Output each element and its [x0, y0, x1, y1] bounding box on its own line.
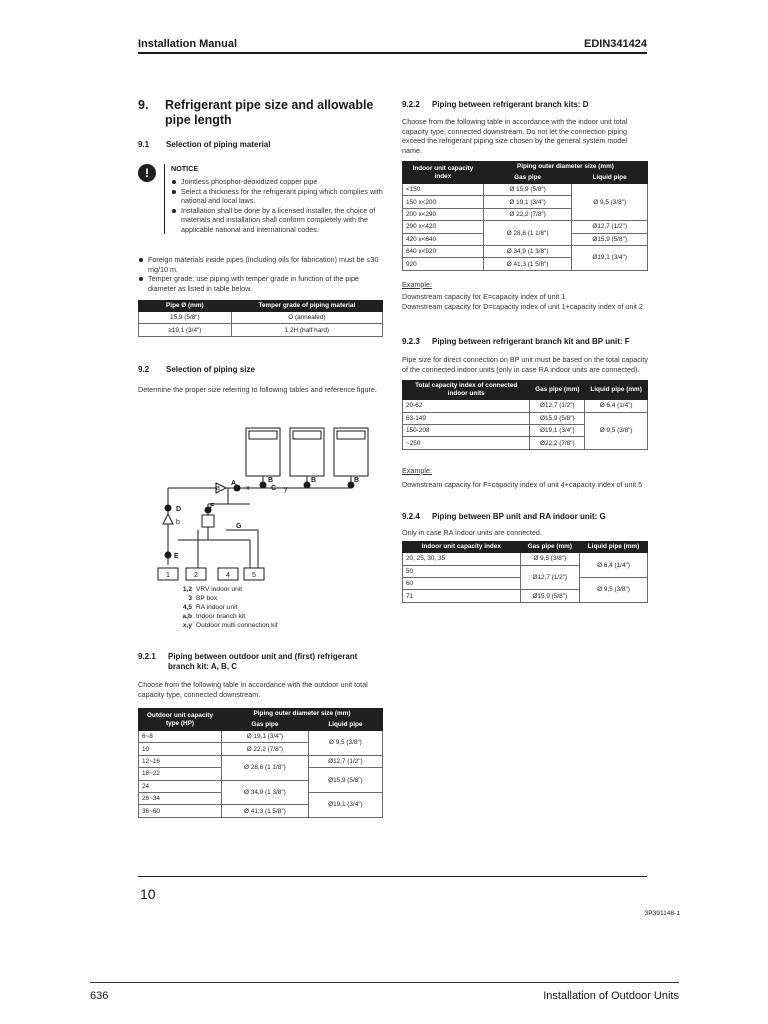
legend-key: 3	[188, 595, 192, 602]
table-row	[139, 324, 383, 336]
table-cell: Ø 19,1 (3/4")	[483, 196, 572, 208]
bp-box	[202, 515, 214, 527]
manual-title: Installation Manual	[138, 38, 238, 50]
table-cell: 10	[139, 743, 222, 755]
table-cell: Ø 6,4 (1/4")	[580, 553, 648, 578]
temper-grade-table	[138, 300, 383, 337]
section-heading	[138, 98, 383, 128]
table-cell: Ø19,1 (3/4")	[308, 792, 382, 817]
table-header: Outdoor unit capacity type (HP)	[139, 709, 222, 731]
label-F: F	[210, 503, 215, 510]
paragraph: Pipe size for direct connection on BP unit must be based on the total capacity of the connected indoor units (only in case RA indoor units are connected).	[402, 355, 648, 374]
table-cell: Ø 22,2 (7/8")	[483, 208, 572, 220]
table-header: Liquid pipe (mm)	[580, 542, 648, 553]
label-a: a	[216, 485, 220, 492]
table-header: Gas pipe (mm)	[520, 542, 579, 553]
table-header: Gas pipe (mm)	[530, 381, 585, 400]
table-cell: 290 x<420	[403, 221, 484, 233]
subsection-title: Piping between outdoor unit and (first) refrigerant branch kit: A, B, C	[168, 652, 358, 671]
figure-legend	[172, 585, 278, 630]
legend-item	[172, 612, 278, 621]
table-cell: Ø 9,5 (3/8")	[580, 578, 648, 603]
table-cell: 6~8	[139, 731, 222, 743]
notice-block	[138, 164, 383, 234]
table-cell: Ø19,1 (3/4")	[530, 425, 585, 437]
table-row	[403, 245, 648, 257]
outer-footer-rule	[90, 982, 679, 983]
table-header: Pipe Ø (mm)	[139, 301, 232, 312]
subsection-9-2-1	[138, 652, 383, 818]
table-row	[139, 312, 383, 324]
label-y: y	[284, 486, 288, 493]
legend-value: VRV indoor unit	[196, 586, 243, 593]
subsection-number: 9.1	[138, 140, 150, 149]
section-title: Refrigerant pipe size and allowable pipe length	[165, 98, 374, 127]
table-cell: Ø 9,5 (3/8")	[572, 184, 648, 221]
table-cell: Ø 34,9 (1 3/8")	[483, 245, 572, 257]
legend-item	[172, 594, 278, 603]
legend-item	[172, 585, 278, 594]
subsection-number: 9.2.1	[138, 652, 156, 661]
list-item: Jointless phosphor-deoxidized copper pipe	[171, 177, 383, 187]
table-header: Liquid pipe	[308, 720, 382, 731]
notice-list	[171, 177, 383, 234]
table-cell: 24	[139, 780, 222, 792]
legend-value: BP box	[196, 595, 218, 602]
table-header: Piping outer diameter size (mm)	[221, 709, 382, 720]
document-code: EDIN341424	[584, 38, 647, 50]
table-cell: Ø 22,2 (7/8")	[221, 743, 308, 755]
list-item: Select a thickness for the refrigerant piping which complies with national and local laws.	[171, 187, 383, 206]
paragraph: Choose from the following table in accordance with the outdoor unit total capacity type, connected downstream.	[138, 680, 368, 699]
table-row	[139, 755, 383, 767]
unit-label-2: 2	[194, 572, 198, 579]
table-cell: Ø 9,5 (3/8")	[585, 412, 648, 449]
subsection-heading-9-2-1	[138, 652, 383, 672]
subsection-heading-9-2-4	[402, 512, 648, 522]
subsection-title: Piping between BP unit and RA indoor unit: G	[432, 511, 606, 521]
table-cell: 20, 25, 30, 35	[403, 553, 521, 565]
table-cell: 420 x<640	[403, 233, 484, 245]
table-row	[403, 553, 648, 565]
notice-box	[164, 164, 383, 234]
legend-value: Outdoor multi connection kit	[196, 622, 278, 629]
outer-page-title: Installation of Outdoor Units	[543, 990, 679, 1002]
indoor-unit-2	[290, 428, 324, 476]
label-B-2: B	[311, 477, 317, 484]
table-cell: 60	[403, 578, 521, 590]
label-D: D	[176, 506, 182, 513]
table-cell: Ø 34,9 (1 3/8")	[221, 780, 308, 805]
ra-unit-piping-table	[402, 541, 648, 603]
paragraph: Only in case RA indoor units are connected.	[402, 527, 542, 537]
table-cell: 71	[403, 590, 521, 602]
legend-key: x,y	[182, 622, 192, 629]
table-cell: 63-149	[403, 412, 530, 424]
outdoor-piping-table	[138, 708, 383, 818]
label-G: G	[236, 523, 242, 530]
table-header: Temper grade of piping material	[231, 301, 382, 312]
table-cell: Ø 19,1 (3/4")	[221, 731, 308, 743]
legend-item	[172, 621, 278, 630]
example-label: Example:	[402, 465, 432, 475]
table-cell: Ø22,2 (7/8")	[530, 437, 585, 449]
legend-item	[172, 603, 278, 612]
table-header: Indoor unit capacity index	[403, 162, 484, 184]
subsection-heading-9-2-3	[402, 337, 648, 347]
table-row	[403, 412, 648, 424]
legend-key: 1,2	[182, 586, 192, 593]
table-row	[403, 184, 648, 196]
table-cell: 200 x<290	[403, 208, 484, 220]
footer-rule	[138, 876, 647, 877]
header-rule	[138, 52, 647, 54]
subsection-number: 9.2.2	[402, 100, 420, 109]
table-cell: Ø 9,5 (3/8")	[308, 731, 382, 756]
table-header: Liquid pipe	[572, 173, 648, 184]
section-number: 9.	[138, 98, 149, 112]
table-cell: Ø15,9 (5/8")	[520, 590, 579, 602]
paragraph: Downstream capacity for F=capacity index of unit 4+capacity index of unit 5	[402, 480, 643, 490]
label-B-1: B	[268, 477, 274, 484]
table-cell: Ø12,7 (1/2")	[530, 400, 585, 412]
label-C: C	[271, 485, 277, 492]
example-label: Example:	[402, 279, 432, 289]
table-cell: Ø 28,6 (1 1/8")	[483, 221, 572, 246]
list-item: Installation shall be done by a licensed installer, the choice of materials and installation shall conform completely with the applicable national and international codes.	[171, 206, 383, 235]
table-cell: 15,9 (5/8")	[139, 312, 232, 324]
label-B-3: B	[354, 477, 360, 484]
paragraph: Downstream capacity for D=capacity index of unit 1+capacity index of unit 2	[402, 301, 643, 311]
table-row	[139, 731, 383, 743]
unit-label-4: 4	[226, 572, 230, 579]
piping-reference-figure	[138, 420, 383, 585]
table-cell: ≥19,1 (3/4")	[139, 324, 232, 336]
table-cell: Ø12,7 (1/2")	[308, 755, 382, 767]
label-E: E	[174, 553, 179, 560]
indoor-unit-3	[334, 428, 368, 476]
requirements-list	[138, 255, 383, 293]
page-number: 10	[140, 886, 156, 902]
subsection-heading-9-2-2	[402, 100, 648, 110]
label-b: b	[176, 519, 180, 526]
table-cell: Ø 41,3 (1 5/8")	[483, 258, 572, 270]
label-A: A	[231, 480, 237, 487]
left-column	[138, 98, 383, 394]
warning-icon: !	[138, 164, 156, 182]
table-row	[403, 221, 648, 233]
table-header: Total capacity index of connected indoor units	[403, 381, 530, 400]
table-cell: 12~16	[139, 755, 222, 767]
table-cell: Ø15,9 (5/8")	[308, 768, 382, 793]
notice-icon-wrap	[138, 164, 164, 234]
table-header: Piping outer diameter size (mm)	[483, 162, 647, 173]
table-cell: Ø 41,3 (1 5/8")	[221, 805, 308, 817]
indoor-unit-1	[246, 428, 280, 476]
paragraph: Downstream capacity for E=capacity index of unit 1	[402, 292, 566, 302]
subsection-heading-9-1	[138, 140, 383, 150]
table-cell: Ø 15,9 (5/8")	[483, 184, 572, 196]
list-item: Foreign materials inside pipes (including oils for fabrication) must be ≤30 mg/10 m.	[138, 255, 383, 274]
table-cell: 920	[403, 258, 484, 270]
subsection-title: Piping between refrigerant branch kit and BP unit: F	[432, 337, 630, 347]
list-item: Temper grade: use piping with temper grade in function of the pipe diameter as listed in table below.	[138, 274, 383, 293]
subsection-number: 9.2.3	[402, 337, 420, 347]
table-cell: 50	[403, 565, 521, 577]
table-header: Indoor unit capacity index	[403, 542, 521, 553]
table-cell: Ø15,9 (5/8")	[530, 412, 585, 424]
doc-reference: 3P391148-1	[644, 910, 680, 917]
subsection-title: Piping between refrigerant branch kits: D	[432, 100, 589, 109]
table-cell: 36~60	[139, 805, 222, 817]
outer-page-number: 636	[90, 990, 109, 1002]
paragraph: Determine the proper size referring to following tables and reference figure.	[138, 384, 377, 394]
table-header: Gas pipe	[483, 173, 572, 184]
table-header: Gas pipe	[221, 720, 308, 731]
paragraph: Choose from the following table in accordance with the indoor unit total capacity type, connected downstream. Do not let the connection piping exceed the refrigerant piping size chosen by the general system model name.	[402, 117, 628, 155]
table-cell: 20-62	[403, 400, 530, 412]
branch-kit-piping-table	[402, 161, 648, 271]
subsection-title: Selection of piping size	[166, 364, 255, 374]
table-cell: Ø 9,5 (3/8")	[520, 553, 579, 565]
table-cell: 640 x<920	[403, 245, 484, 257]
table-cell: 18~22	[139, 768, 222, 780]
legend-key: a,b	[182, 613, 192, 620]
unit-label-1: 1	[166, 572, 170, 579]
table-cell: <150	[403, 184, 484, 196]
table-cell: Ø 28,6 (1 1/8")	[221, 755, 308, 780]
label-x: x	[246, 485, 250, 492]
legend-key: 4,5	[182, 604, 192, 611]
table-cell: Ø15,9 (5/8")	[572, 233, 648, 245]
notice-label: NOTICE	[171, 164, 199, 173]
table-cell: ~250	[403, 437, 530, 449]
table-cell: Ø12,7 (1/2")	[572, 221, 648, 233]
table-cell: 1 2H (half hard)	[231, 324, 382, 336]
table-cell: O (annealed)	[231, 312, 382, 324]
right-column	[402, 100, 648, 603]
subsection-number: 9.2	[138, 364, 150, 374]
table-header: Liquid pipe (mm)	[585, 381, 648, 400]
table-cell: Ø19,1 (3/4")	[572, 245, 648, 270]
legend-value: Indoor branch kit	[196, 613, 246, 620]
subsection-heading-9-2	[138, 365, 383, 375]
table-row	[403, 400, 648, 412]
unit-label-5: 5	[252, 572, 256, 579]
table-cell: Ø12,7 (1/2")	[520, 565, 579, 590]
subsection-title: Selection of piping material	[166, 140, 271, 149]
table-cell: 150 x<200	[403, 196, 484, 208]
legend-value: RA indoor unit	[196, 604, 238, 611]
subsection-number: 9.2.4	[402, 511, 420, 521]
table-cell: 26~34	[139, 792, 222, 804]
table-cell: 150-208	[403, 425, 530, 437]
bp-unit-piping-table	[402, 380, 648, 450]
table-cell: Ø 6,4 (1/4")	[585, 400, 648, 412]
